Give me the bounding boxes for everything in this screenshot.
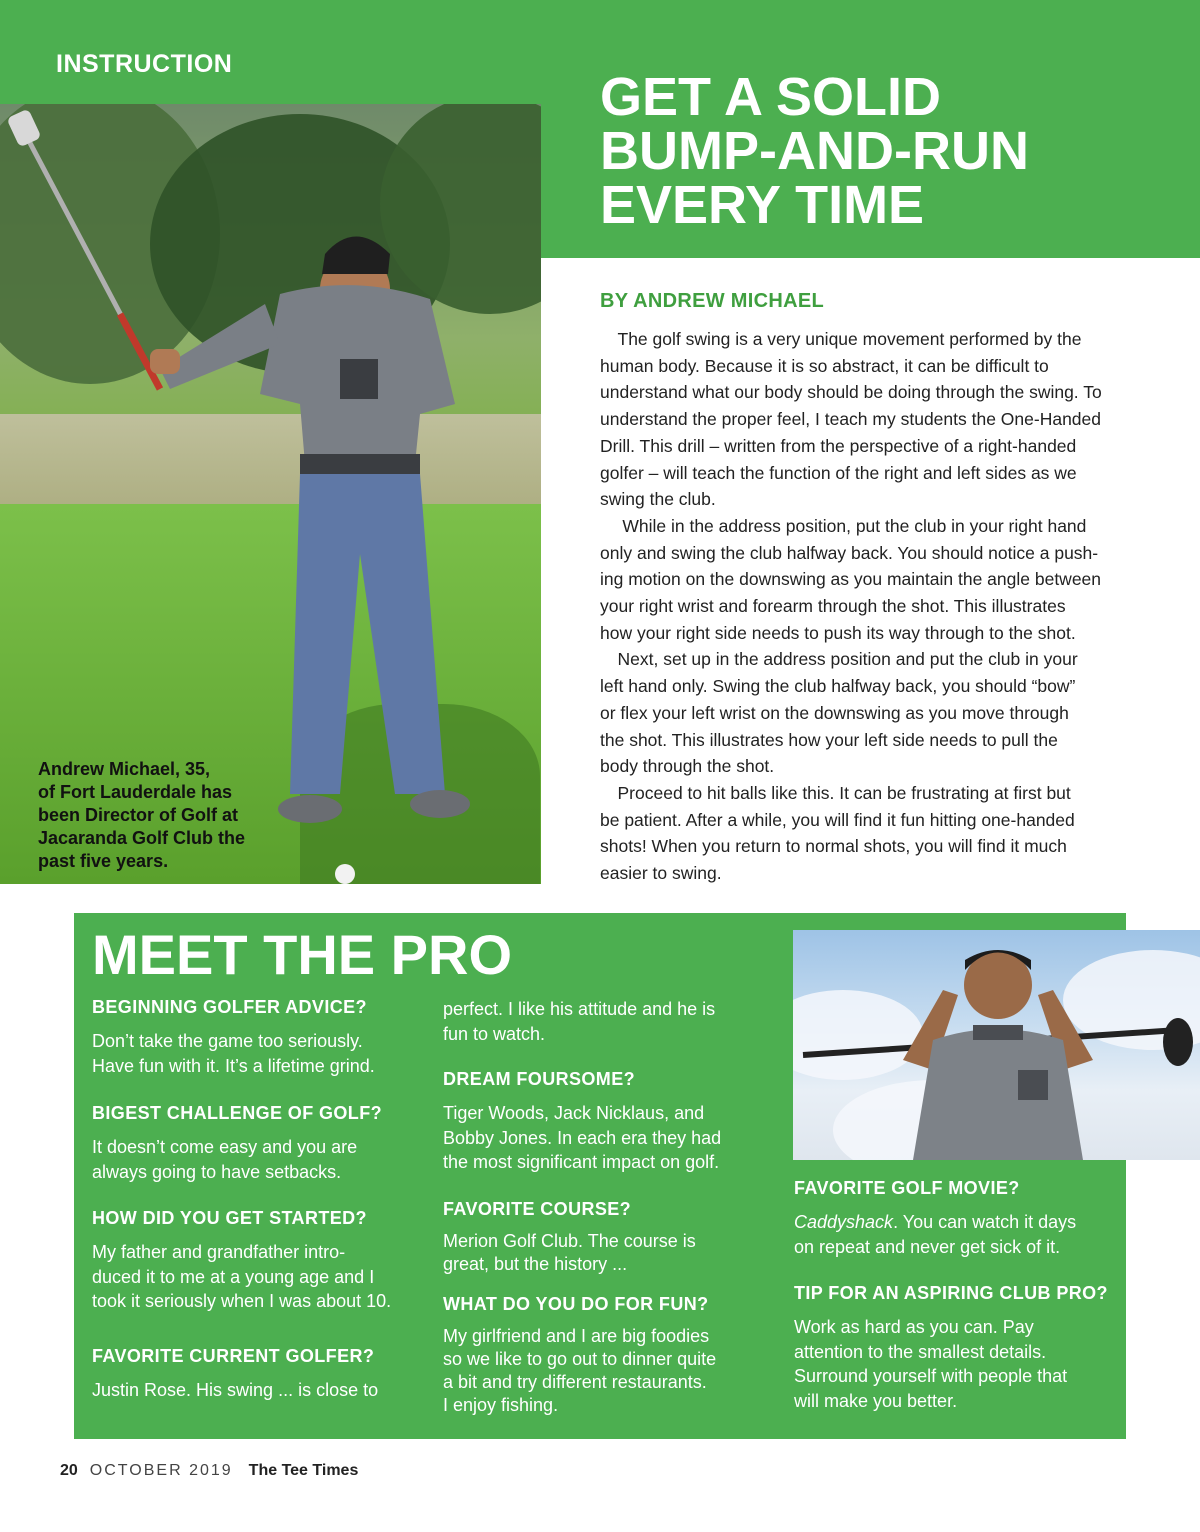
caption-line: of Fort Lauderdale has bbox=[38, 782, 233, 802]
article-line: golfer – will teach the function of the right and left sides as we bbox=[600, 462, 1077, 483]
question-favorite-movie: FAVORITE GOLF MOVIE? bbox=[794, 1178, 1020, 1198]
article-line: shots! When you return to normal shots, you will find it much bbox=[600, 836, 1067, 857]
byline: BY ANDREW MICHAEL bbox=[600, 290, 824, 312]
question-favorite-golfer: FAVORITE CURRENT GOLFER? bbox=[92, 1346, 375, 1366]
answer-beginner-advice bbox=[92, 1029, 375, 1078]
answer-line: will make you better. bbox=[794, 1390, 958, 1411]
question-club-pro-tip: TIP FOR AN ASPIRING CLUB PRO? bbox=[794, 1283, 1108, 1303]
answer-dream-foursome bbox=[443, 1101, 721, 1175]
answer-line: attention to the smallest details. bbox=[794, 1341, 1047, 1362]
article-line: Drill. This drill – written from the perspective of a right-handed bbox=[600, 435, 1077, 456]
article-line: body through the shot. bbox=[600, 756, 775, 777]
headline-line: BUMP-AND-RUN bbox=[600, 121, 1029, 181]
question-for-fun: WHAT DO YOU DO FOR FUN? bbox=[443, 1294, 709, 1314]
answer-line: It doesn’t come easy and you are bbox=[92, 1137, 358, 1157]
meet-the-pro-title: MEET THE PRO bbox=[92, 923, 513, 986]
answer-line: so we like to go out to dinner quite bbox=[443, 1349, 717, 1369]
caption-line: Jacaranda Golf Club the bbox=[38, 828, 246, 848]
answer-club-pro-tip bbox=[794, 1315, 1067, 1413]
article-line: only and swing the club halfway back. You should notice a push- bbox=[600, 542, 1099, 563]
answer-line bbox=[794, 1210, 1076, 1235]
article-line: Proceed to hit balls like this. It can be frustrating at first but bbox=[600, 782, 1071, 803]
caption-line: past five years. bbox=[38, 851, 169, 871]
article-line: While in the address position, put the club in your right hand bbox=[600, 515, 1087, 536]
answer-favorite-course bbox=[443, 1230, 696, 1276]
answer-line: I enjoy fishing. bbox=[443, 1395, 559, 1415]
answer-line: perfect. I like his attitude and he is bbox=[443, 999, 716, 1019]
answer-text: . You can watch it days bbox=[893, 1212, 1077, 1232]
headline bbox=[600, 67, 1190, 235]
article-line: how your right side needs to push its way through to the shot. bbox=[600, 622, 1076, 643]
answer-line: duced it to me at a young age and I bbox=[92, 1266, 375, 1287]
article-line: The golf swing is a very unique movement performed by the bbox=[600, 329, 1082, 349]
answer-line: Work as hard as you can. Pay bbox=[794, 1317, 1034, 1337]
movie-title: Caddyshack bbox=[794, 1212, 894, 1232]
question-favorite-course: FAVORITE COURSE? bbox=[443, 1199, 632, 1219]
answer-line: the most significant impact on golf. bbox=[443, 1152, 720, 1172]
article-line: left hand only. Swing the club halfway back, you should “bow” bbox=[600, 676, 1076, 697]
answer-line: Merion Golf Club. The course is bbox=[443, 1231, 696, 1251]
question-beginner-advice: BEGINNING GOLFER ADVICE? bbox=[92, 997, 367, 1017]
caption-line: been Director of Golf at bbox=[38, 805, 239, 825]
headline-line: EVERY TIME bbox=[600, 175, 925, 235]
article-line: your right wrist and forearm through the shot. This illustrates bbox=[600, 596, 1066, 617]
headline-line: GET A SOLID bbox=[600, 67, 942, 127]
article-body bbox=[600, 326, 1126, 887]
answer-for-fun bbox=[443, 1325, 716, 1417]
answer-line: a bit and try different restaurants. bbox=[443, 1372, 707, 1392]
article-line: human body. Because it is so abstract, it can be difficult to bbox=[600, 355, 1049, 376]
answer-line: fun to watch. bbox=[443, 1023, 546, 1044]
answer-line: Tiger Woods, Jack Nicklaus, and bbox=[443, 1103, 705, 1123]
answer-line: Bobby Jones. In each era they had bbox=[443, 1127, 722, 1148]
article-line: the shot. This illustrates how your left side needs to pull the bbox=[600, 729, 1058, 750]
question-dream-foursome: DREAM FOURSOME? bbox=[443, 1069, 635, 1089]
pro-figure bbox=[793, 930, 1200, 1160]
page-footer bbox=[60, 1462, 358, 1480]
answer-favorite-golfer-continued bbox=[443, 997, 715, 1046]
answer-biggest-challenge bbox=[92, 1135, 357, 1184]
answer-line: Justin Rose. His swing ... is close to bbox=[92, 1380, 379, 1400]
answer-line: Surround yourself with people that bbox=[794, 1366, 1068, 1386]
answer-line: always going to have setbacks. bbox=[92, 1161, 342, 1182]
answer-line: My girlfriend and I are big foodies bbox=[443, 1326, 710, 1346]
answer-line: My father and grandfather intro- bbox=[92, 1242, 346, 1262]
article-line: swing the club. bbox=[600, 489, 716, 510]
answer-favorite-movie bbox=[794, 1210, 1076, 1259]
magazine-name: The Tee Times bbox=[248, 1462, 359, 1479]
article-line: be patient. After a while, you will find it fun hitting one-handed bbox=[600, 809, 1075, 830]
question-biggest-challenge: BIGEST CHALLENGE OF GOLF? bbox=[92, 1103, 382, 1123]
answer-line: on repeat and never get sick of it. bbox=[794, 1236, 1061, 1257]
article-line: ing motion on the downswing as you maintain the angle between bbox=[600, 569, 1102, 590]
pro-portrait-photo bbox=[793, 930, 1200, 1160]
answer-line: took it seriously when I was about 10. bbox=[92, 1291, 392, 1311]
article-line: or flex your left wrist on the downswing as you move through bbox=[600, 702, 1069, 723]
photo-caption bbox=[38, 758, 278, 873]
answer-line: Have fun with it. It’s a lifetime grind. bbox=[92, 1055, 375, 1076]
article-line: Next, set up in the address position and put the club in your bbox=[600, 649, 1078, 670]
article-line: understand what our body should be doing through the swing. To bbox=[600, 382, 1102, 403]
question-how-started: HOW DID YOU GET STARTED? bbox=[92, 1208, 367, 1228]
answer-how-started bbox=[92, 1240, 391, 1314]
page-number: 20 bbox=[60, 1462, 78, 1479]
answer-line: Don’t take the game too seriously. bbox=[92, 1031, 363, 1051]
answer-line: great, but the history ... bbox=[443, 1254, 628, 1274]
caption-line: Andrew Michael, 35, bbox=[38, 759, 211, 779]
answer-favorite-golfer bbox=[92, 1378, 378, 1403]
article-line: easier to swing. bbox=[600, 863, 722, 884]
issue-date: OCTOBER 2019 bbox=[89, 1462, 233, 1479]
section-label: INSTRUCTION bbox=[56, 50, 233, 78]
article-line: understand the proper feel, I teach my students the One-Handed bbox=[600, 409, 1102, 430]
